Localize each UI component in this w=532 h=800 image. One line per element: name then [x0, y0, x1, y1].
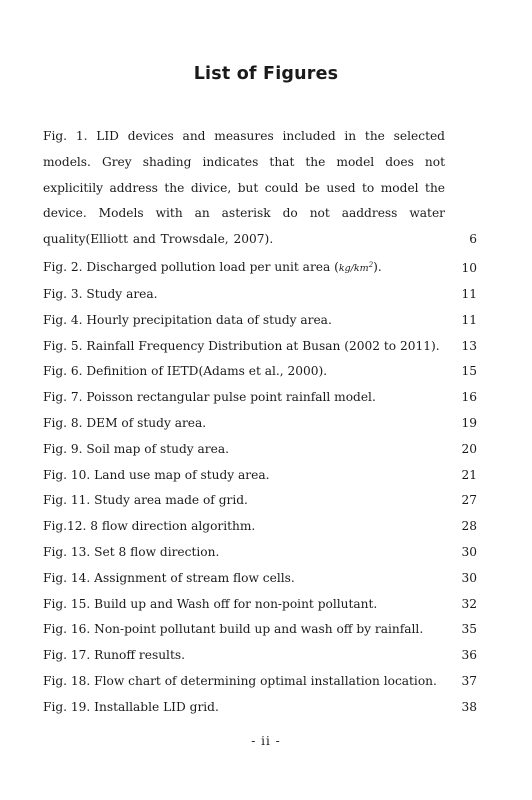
figure-page-number: 19 [461, 415, 477, 430]
figure-page-number: 11 [461, 286, 477, 301]
figure-entry-15 [43, 592, 493, 618]
figure-entry-11 [43, 488, 493, 514]
figure-caption: Fig. 14. Assignment of stream flow cells. [43, 570, 295, 585]
figure-caption: Fig. 1. LID devices and measures included in the selected models. Grey shading indicates that the model does not explicitily address the divice, but could be used to model the device. Models with an asterisk do not aaddress water quality(Elliott and Trowsdale, 2007). [43, 129, 445, 247]
figure-page-number: 16 [461, 390, 477, 405]
figure-entry-12 [43, 514, 493, 540]
figure-page-number: 38 [461, 699, 477, 714]
figure-caption: Fig. 11. Study area made of grid. [43, 493, 248, 508]
figure-page-number: 13 [461, 338, 477, 353]
figure-entry-4 [43, 308, 493, 334]
figure-page-number: 21 [461, 467, 477, 482]
figure-list [43, 124, 493, 720]
figure-page-number: 32 [461, 596, 477, 611]
figure-caption [43, 260, 382, 274]
figure-entry-6 [43, 359, 493, 385]
figure-caption-suffix: ). [373, 260, 382, 275]
page-title: List of Figures [193, 64, 339, 84]
figure-caption: Fig. 19. Installable LID grid. [43, 699, 219, 714]
figure-entry-1 [43, 124, 493, 253]
figure-entry-14 [43, 566, 493, 592]
figure-entry-5 [43, 334, 493, 360]
figure-caption: Fig. 9. Soil map of study area. [43, 441, 229, 456]
page-number: - ii - [251, 734, 281, 748]
figure-caption: Fig. 8. DEM of study area. [43, 415, 207, 430]
figure-entry-13 [43, 540, 493, 566]
figure-page-number: 35 [461, 622, 477, 637]
unit-label: $kg/km^2$ [338, 260, 374, 275]
figure-caption: Fig. 5. Rainfall Frequency Distribution at Busan (2002 to 2011). [43, 338, 440, 353]
figure-page-number: 20 [461, 441, 477, 456]
figure-entry-7 [43, 385, 493, 411]
figure-page-number: 30 [461, 570, 477, 585]
figure-entry-19 [43, 695, 493, 721]
figure-caption: Fig. 10. Land use map of study area. [43, 467, 270, 482]
figure-page-number: 6 [469, 232, 477, 247]
figure-entry-18 [43, 669, 493, 695]
figure-caption: Fig. 6. Definition of IETD(Adams et al., 2000). [43, 364, 328, 379]
figure-caption: Fig. 3. Study area. [43, 286, 158, 301]
figure-page-number: 37 [461, 673, 477, 688]
figure-page-number: 28 [461, 519, 477, 534]
figure-entry-10 [43, 463, 493, 489]
figure-page-number: 10 [461, 261, 477, 276]
figure-entry-9 [43, 437, 493, 463]
figure-entry-8 [43, 411, 493, 437]
figure-caption: Fig. 15. Build up and Wash off for non-point pollutant. [43, 596, 378, 611]
figure-page-number: 11 [461, 312, 477, 327]
figure-page-number: 27 [461, 493, 477, 508]
figure-caption: Fig.12. 8 flow direction algorithm. [43, 519, 256, 534]
figure-caption: Fig. 13. Set 8 flow direction. [43, 544, 220, 559]
figure-page-number: 36 [461, 648, 477, 663]
figure-entry-3 [43, 282, 493, 308]
figure-caption-text: Fig. 2. Discharged pollution load per unit area ( [43, 260, 339, 275]
figure-caption: Fig. 16. Non-point pollutant build up and wash off by rainfall. [43, 622, 424, 637]
figure-caption: Fig. 17. Runoff results. [43, 648, 185, 663]
figure-entry-17 [43, 643, 493, 669]
figure-entry-2 [43, 253, 493, 282]
figure-caption: Fig. 7. Poisson rectangular pulse point rainfall model. [43, 390, 376, 405]
figure-caption: Fig. 18. Flow chart of determining optimal installation location. [43, 673, 437, 688]
figure-caption: Fig. 4. Hourly precipitation data of study area. [43, 312, 332, 327]
figure-page-number: 15 [461, 364, 477, 379]
figure-page-number: 30 [461, 544, 477, 559]
figure-entry-16 [43, 617, 493, 643]
